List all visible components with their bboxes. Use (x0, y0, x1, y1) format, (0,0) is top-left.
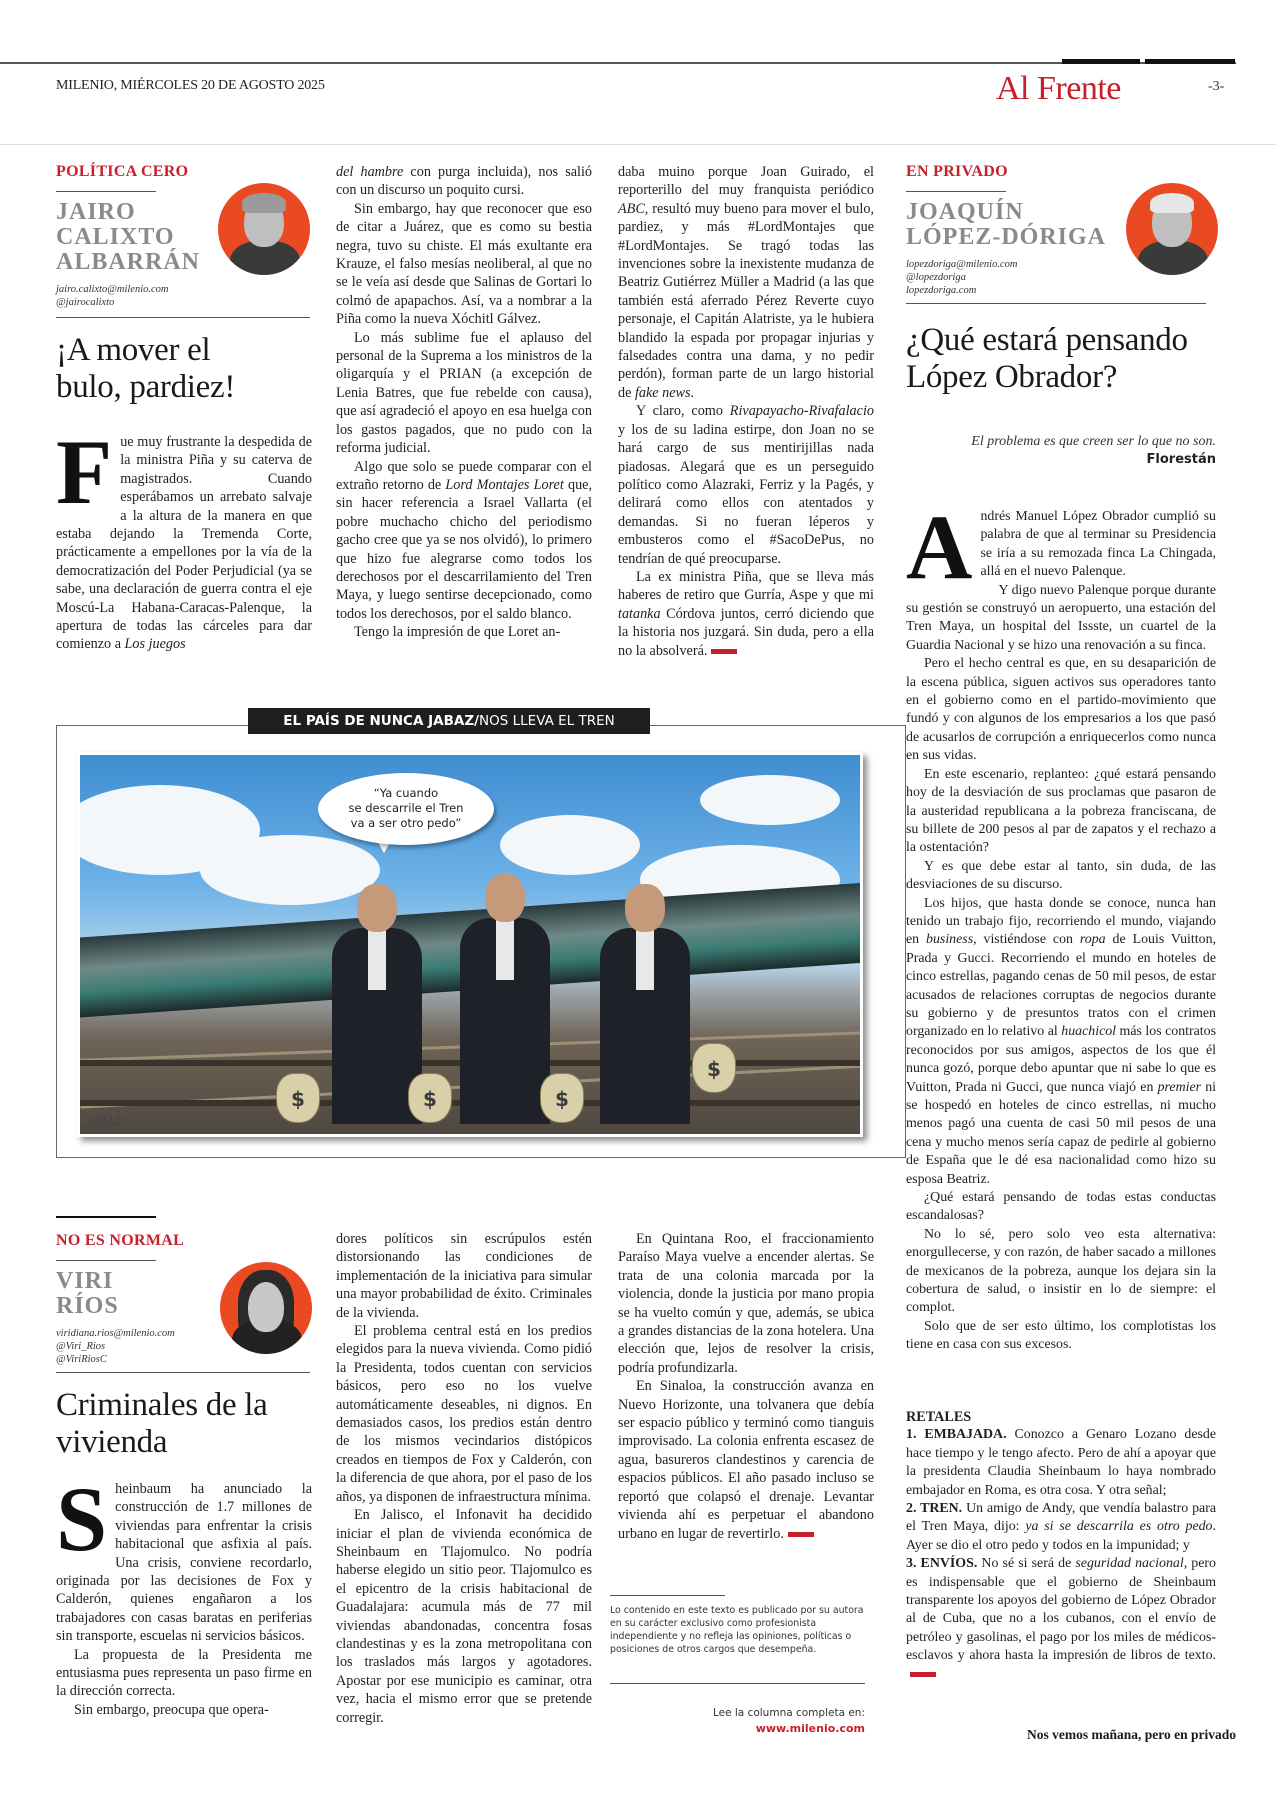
cartoon-figure (600, 884, 690, 1124)
paragraph-text: Los hijos, que hasta donde se conoce, nunca han tenido un trabajo fijo, recorriendo el mundo, viajando en (906, 895, 1216, 948)
speech-line: va a ser otro pedo” (350, 816, 462, 830)
author-name-line: RÍOS (56, 1293, 119, 1319)
retal-text: . Ayer se dio el otro pedo y todos en la impunidad; y (906, 1519, 1216, 1553)
epigraph-quote: El problema es que creen ser lo que no son. (971, 434, 1216, 449)
paragraph: En Quintana Roo, el fraccionamiento Paraíso Maya vuelve a encender alertas. Se trata de una colonia marcada por la violencia, donde la justicia por mano propia se ha vuelto común y que, además, se ubica a grandes distancias de la zona hotelera. Una elección que, lejos de resolver la crisis, podría profundizarla. (618, 1231, 874, 1376)
masthead-date: MILENIO, MIÉRCOLES 20 DE AGOSTO 2025 (56, 78, 325, 93)
avatar-hair (1150, 193, 1194, 213)
cloud (500, 815, 640, 875)
cartoon-title-light: NOS LLEVA EL TREN (479, 713, 615, 729)
retal-text: No sé si será de (977, 1556, 1076, 1572)
paragraph: En Jalisco, el Infonavit ha decidido iniciar el plan de vivienda económica de Sheinbaum en Tlajomulco. No podría haberse elegido un sitio peor. Tlajomulco es el epicentro de la crisis habitacional de Guadalajara: acumula más de 77 mil viviendas abandonadas, concentra fosas clandestinas y es la zona metropolitana con los traslados más largos y agotadores. Apostar por ese municipio es caminar, otra vez, hacia el mismo error que se pretende corregir. (336, 1507, 592, 1726)
italic-text: seguridad nacional, (1075, 1556, 1188, 1572)
read-more-link[interactable]: www.milenio.com (755, 1722, 865, 1735)
paragraph-text: con purga incluida), nos salió con un discurso un poquito cursi. (336, 164, 592, 199)
paragraph: No lo sé, pero solo veo esta alternativa: enorgullecerse, y con razón, de haber sacado a millones de mexicanos de la pobreza, aunque los dejara sin la cobertura de salud, o insistir en lo de siempre: el complot. (906, 1226, 1216, 1316)
author-handle[interactable]: @jairocalixto (56, 297, 115, 308)
paragraph-text: . (690, 384, 695, 401)
article-body-bottom-col1 (56, 1468, 312, 1719)
paragraph: dores políticos sin escrúpulos estén distorsionando las condiciones de implementación de la iniciativa para simular una mayor probabilidad de éxito. Criminales de la vivienda. (336, 1231, 592, 1321)
avatar-head (248, 1282, 284, 1332)
paragraph: Tengo la impresión de que Loret an- (354, 624, 561, 641)
italic-text: Los juegos (124, 636, 186, 653)
paragraph-text: heinbaum ha anunciado la construcción de 1.7 millones de viviendas para enfrentar la crisis habitacional que asfixia al país. Una crisis, conviene recordarlo, originada por las decisiones de Fox y Calderón, quienes engañaron a los trabajadores con casas baratas en periferias sin transporte, escuelas ni servicios básicos. (56, 1481, 312, 1645)
divider (56, 1260, 156, 1261)
speech-line: se descarrile el Tren (348, 801, 464, 815)
paragraph-text: que, sin hacer referencia a Israel Vallarta (el pobre muchacho chicho del periodismo gacho cree que ya se nos olvidó), lo primero que hizo fue alegrarse como todos los derechosos por el descarrilamiento del Tren Maya, y luego sentirse decepcionado, como todos los derechosos, por el saldo blanco. (336, 476, 593, 622)
paragraph-text: , vistiéndose con (973, 932, 1080, 948)
figure-head (357, 884, 397, 932)
article-headline: ¡A mover el bulo, pardiez! (56, 332, 236, 405)
article-headline: ¿Qué estará pensando López Obrador? (906, 322, 1188, 395)
author-avatar (218, 183, 310, 275)
paragraph-text: En Sinaloa, la construcción avanza en Nuevo Horizonte, una tolvanera que debía ser espacio público y terminó como tianguis improvisado. La colonia enfrenta escasez de agua, basureros clandestinos y carencia de espacios públicos. El año pasado incluso se reportó que colapsó el drenaje. Levantar vivienda ahí es perpetuar el abandono urbano en lugar de revertirlo. (618, 1378, 874, 1542)
divider (56, 1372, 310, 1373)
figure-shirt (496, 920, 514, 980)
article-body-bottom-col2 (336, 1230, 592, 1727)
retales-section (906, 1408, 1216, 1684)
avatar-hair (242, 193, 286, 213)
paragraph (618, 568, 874, 660)
paragraph (906, 895, 1216, 1190)
paragraph-text: Y claro, como (636, 403, 730, 420)
money-bag-icon: $ (692, 1043, 736, 1093)
divider (56, 317, 310, 318)
italic-text: huachicol (1061, 1024, 1117, 1040)
paragraph: En este escenario, replanteo: ¿qué estará pensando hoy de la desviación de sus proclamas que pasaron de la austeridad republicana a la pobreza franciscana, de su billete de 200 pesos al par de zapatos y el rechazo a la ostentación? (906, 766, 1216, 856)
paragraph (56, 1468, 312, 1646)
money-bag-icon: $ (276, 1073, 320, 1123)
paragraph-text: y los de su ladina estirpe, don Joan no se hará cargo de sus mentirijillas nada piadosas. Alegará que es un perseguido político como Alazraki, Ferriz y la Pagés, y delirará como ellos con atentados y demandas. Si no fueran léperos y embusteros como el #SacoDePus, no tendrían de qué preocuparse. (618, 421, 874, 567)
column-kicker: POLÍTICA CERO (56, 163, 189, 180)
epigraph-author: Florestán (1146, 452, 1216, 467)
paragraph-text: daba muino porque Joan Guirado, el reporterillo del muy franquista periódico (618, 164, 874, 199)
paragraph (56, 421, 312, 654)
italic-text: ABC (618, 200, 645, 217)
cartoon-figure (460, 874, 550, 1124)
author-name-line: CALIXTO (56, 224, 175, 250)
italic-text: ya si se descarrila es otro pedo (1025, 1519, 1213, 1535)
article-body-col3 (618, 163, 874, 660)
column-signoff: Nos vemos mañana, pero en privado (1026, 1727, 1236, 1742)
author-website[interactable]: lopezdoriga.com (906, 285, 977, 296)
author-name-line: LÓPEZ-DÓRIGA (906, 224, 1107, 250)
author-disclaimer: Lo contenido en este texto es publicado por su autora en su carácter exclusivo como profesionista independiente y no refleja las opiniones, políticas o posiciones de otros cargos que desempeña. (610, 1605, 864, 1655)
header-divider (0, 144, 1276, 145)
paragraph: Lo más sublime fue el aplauso del personal de la Suprema a los ministros de la oligarquía y el PRIAN (a excepción de Lenia Batres, que fue rebelde con causa), que así agradeció el apoyo en esa huelga con los gastos pagados, que no pudo con la reforma judicial. (336, 329, 592, 457)
author-handle[interactable]: @lopezdoriga (906, 272, 966, 283)
article-body-col2 (336, 163, 592, 642)
speech-line: “Ya cuando (373, 786, 439, 800)
money-bag-icon: $ (408, 1073, 452, 1123)
paragraph-text: La ex ministra Piña, que se lleva más haberes de retiro que Gurría, Aspe y que mi (618, 568, 874, 604)
article-body-col1 (56, 421, 312, 654)
italic-text: Lord Montajes Loret (445, 476, 564, 493)
italic-text: ropa (1079, 932, 1106, 948)
retales-title: RETALES (906, 1409, 972, 1425)
retal-text: Un amigo de Andy, que vendía balastro para el Tren Maya, dijo: (906, 1501, 1216, 1535)
paragraph-text: ue muy frustrante la despedida de la ministra Piña y su caterva de magistrados. Cuando esperábamos un arrebato salvaje a la altura de la manera en que estaba dejando la Tremenda Corte, prácticamente a empellones por la vía de la democratización del Poder Perjudicial (ya se sabe, una declaración de guerra contra el eje Moscú-La Habana-Caracas-Palenque, la apertura de todas las cárceles para dar comienzo a (56, 434, 312, 653)
page-number: -3- (1208, 79, 1225, 94)
paragraph: Sin embargo, hay que reconocer que eso de citar a Juárez, que es como su bestia negra, tuvo su chiste. El más exultante era Krauze, el falso mesías neoliberal, al que no se le veía así desde que Salinas de Gortari lo colmó de apapachos. Así, va a nombrar a la Piña como la nueva Xóchitl Gálvez. (336, 200, 592, 328)
figure-head (625, 884, 665, 932)
top-rule-tab (1062, 59, 1140, 64)
author-email[interactable]: jairo.calixto@milenio.com (56, 284, 169, 295)
italic-text: tatanka (618, 605, 661, 622)
paragraph-text: de Louis Vuitton, Prada y Gucci. Recorriendo el mundo en hoteles de cinco estrellas, pagando cenas de 50 mil pesos, de estar acusados de relaciones corruptas de negocios durante su gobierno y de presuntos tratos con el crimen organizado en lo relativo al (906, 932, 1216, 1040)
dropcap: F (56, 421, 113, 523)
italic-text: fake news (634, 384, 691, 401)
column-kicker: EN PRIVADO (906, 163, 1008, 180)
retal-item (906, 1426, 1216, 1500)
author-name-line: ALBARRÁN (56, 249, 201, 275)
author-handle[interactable]: @ViriRiosC (56, 1354, 107, 1365)
italic-text: Rivapayacho-Rivafalacio (729, 403, 874, 420)
paragraph-text: , resultó muy bueno para mover el bulo, pardiez, y más #LordMontajes que #LordMontajes. Se tragó todas las invenciones sobre la inexistente mudanza de Beatriz Gutiérrez Müller a Madrid (a las que también está aferrado Pérez Reverte cuyo personaje, el Capitán Alatriste, ya le hubiera blandido la espada por propagar injurias y falsedades contra una dama, y no pedir perdón), forman parte de un largo historial de (618, 200, 874, 401)
end-mark (910, 1672, 936, 1677)
top-rule-tab (1145, 59, 1235, 64)
paragraph (336, 458, 592, 624)
retal-item (906, 1500, 1216, 1555)
cloud (700, 775, 840, 825)
italic-text: del hambre (336, 164, 404, 180)
paragraph: Y digo nuevo Palenque porque durante su gestión se construyó un aeropuerto, una estación del Tren Maya, un hospital del Issste, un cuartel de la Guardia Nacional y se hizo una renovación a su finca. (906, 582, 1216, 653)
section-divider (56, 1216, 156, 1218)
paragraph: Pero el hecho central es que, en su desaparición de la escena pública, siguen activos sus operadores tanto en el gobierno como en el partido-movimiento que fundó y con algunos de los empresarios a los que pasó de acusarlos de corrupción a enriquecerlos como nunca en sus vidas. (906, 656, 1216, 764)
article-body-col4 (906, 496, 1217, 1355)
paragraph-text: ndrés Manuel López Obrador cumplió su palabra de que al terminar su Presidencia se iría a su remozada finca La Chingada, allá en el nuevo Palenque. (980, 509, 1216, 580)
paragraph-text: más los contratos reconocidos por sus amigos, aspectos de los que él nunca gozó, porque debo apuntar que ni sabe lo que es Vuitton, Prada ni Gucci, que nunca viajó en (906, 1024, 1217, 1095)
paragraph-text: ni se hospedó en hoteles de cinco estrellas, ni mucho menos pagó una cuenta de casi 50 mil pesos de una cena y mucho menos sería capaz de pedirle al gobierno de España que le dé esa nacionalidad como hizo su esposa Beatriz. (906, 1079, 1216, 1187)
author-name-line: JOAQUÍN (906, 199, 1024, 225)
paragraph (618, 1377, 874, 1543)
retal-item (906, 1555, 1216, 1684)
author-name-line: JAIRO (56, 199, 136, 225)
read-more-label: Lee la columna completa en: (712, 1707, 865, 1719)
retal-label: 1. EMBAJADA. (906, 1427, 1007, 1443)
column-kicker: NO ES NORMAL (56, 1232, 185, 1249)
author-contacts (56, 283, 314, 309)
money-bag-icon: $ (540, 1073, 584, 1123)
paragraph: Solo que de ser esto último, los complotistas los tiene en casa con sus excesos. (906, 1318, 1216, 1353)
cartoonist-signature: JABAZ (88, 1115, 122, 1128)
top-rule (0, 62, 1236, 64)
retal-label: 2. TREN. (906, 1501, 963, 1517)
paragraph: El problema central está en los predios elegidos para la nueva vivienda. Como pidió la Presidenta, todos cuentan con servicios básicos, pero eso no los vuelve automáticamente deseables, ni dignos. En demasiados casos, los predios están dentro de los mismos vecindarios distópicos creados en tiempos de Fox y Calderón, con la diferencia de que ahora, por el paso de los años, ya disponen de infraestructura mínima. (336, 1323, 592, 1505)
cartoon-image (77, 752, 863, 1137)
author-avatar (1126, 183, 1218, 275)
speech-bubble (318, 773, 494, 845)
retal-label: 3. ENVÍOS. (906, 1556, 978, 1572)
divider (906, 303, 1206, 304)
paragraph-text: Algo que solo se puede comparar con el extraño retorno de (336, 458, 592, 493)
cartoon-title (248, 708, 650, 734)
dropcap: S (56, 1468, 108, 1570)
end-mark (788, 1532, 814, 1537)
author-email[interactable]: viridiana.rios@milenio.com (56, 1328, 175, 1339)
section-name: Al Frente (996, 70, 1121, 107)
italic-text: premier (1157, 1079, 1202, 1095)
article-headline: Criminales de la vivienda (56, 1387, 268, 1460)
italic-text: business (926, 932, 974, 948)
paragraph: La propuesta de la Presidenta me entusiasma pues representa un paso firme en la dirección correcta. (56, 1646, 312, 1700)
cartoon-title-bold: EL PAÍS DE NUNCA JABAZ/ (283, 713, 480, 729)
figure-head (485, 874, 525, 922)
author-name-line: VIRI (56, 1268, 114, 1294)
retal-text: pero es indispensable que el gobierno de Sheinbaum transparente los apoyos del gobierno de López Obrador al de Cuba, que no a los cubanos, con el envío de petróleo y gasolinas, el pago por los miles de médicos-esclavos y ahora hasta la impresión de libros de texto. (906, 1556, 1216, 1664)
article-body-bottom-col3 (618, 1230, 874, 1543)
figure-shirt (636, 930, 654, 990)
author-avatar (220, 1262, 312, 1354)
paragraph: ¿Qué estará pensando de todas estas conductas escandalosas? (906, 1190, 1216, 1224)
author-email[interactable]: lopezdoriga@milenio.com (906, 259, 1018, 270)
dropcap: A (906, 496, 973, 598)
divider (906, 191, 1006, 192)
paragraph: Sin embargo, preocupa que opera- (74, 1701, 269, 1718)
paragraph (906, 496, 1216, 598)
retal-text: Conozco a Genaro Lozano desde hace tiempo y le tengo afecto. Pero de ahí a apoyar que la presidenta Claudia Sheinbaum lo haya nombrado embajador en Roma, es otra cosa. Y otra señal; (906, 1427, 1217, 1498)
paragraph: Y es que debe estar al tanto, sin duda, de las desviaciones de su discurso. (906, 858, 1216, 893)
paragraph (618, 163, 874, 402)
divider (610, 1683, 865, 1684)
divider (610, 1595, 725, 1596)
author-handle[interactable]: @Viri_Rios (56, 1341, 106, 1352)
paragraph (618, 402, 874, 568)
end-mark (711, 649, 737, 654)
paragraph (336, 163, 592, 200)
paragraph-text: Córdova juntos, cerró diciendo que la historia nos juzgará. Sin duda, pero a ella no la absolverá. (618, 605, 874, 659)
divider (56, 191, 156, 192)
figure-shirt (368, 930, 386, 990)
